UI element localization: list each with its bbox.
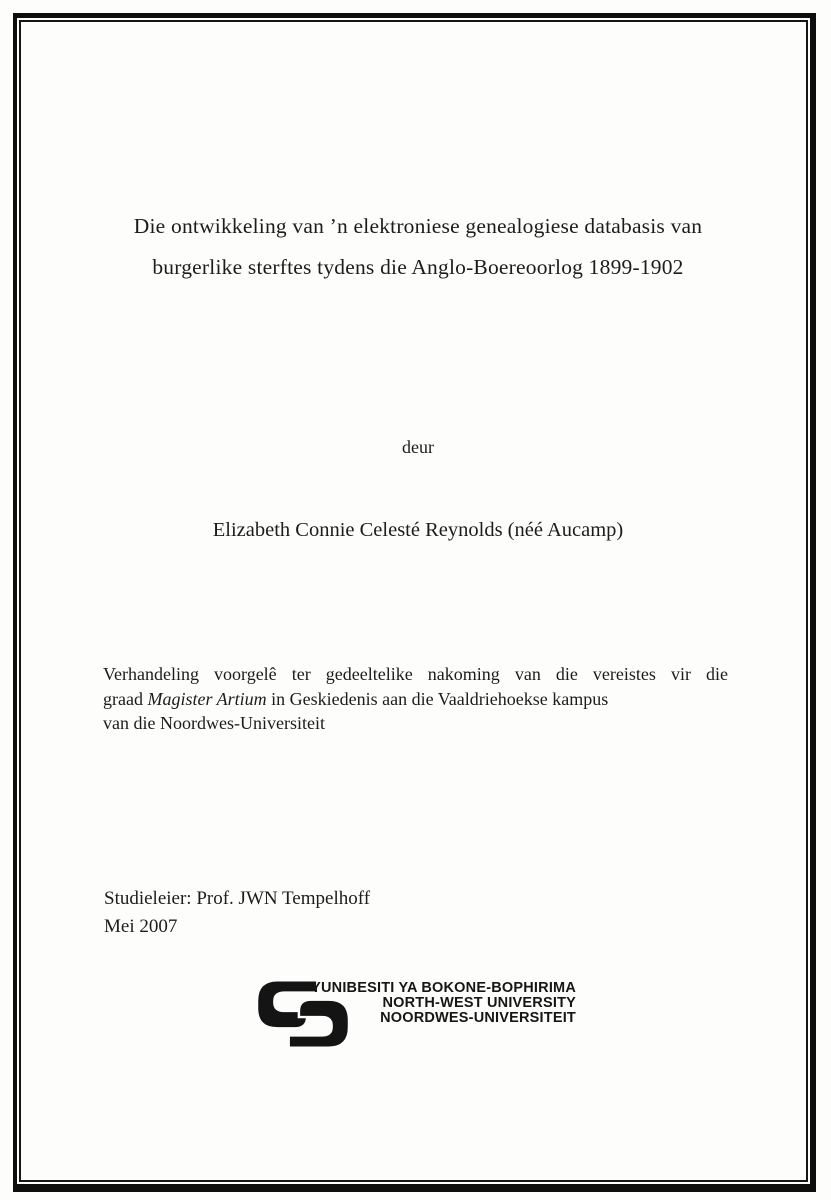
date-line: Mei 2007	[104, 915, 178, 937]
university-name-english: NORTH-WEST UNIVERSITY	[382, 995, 576, 1011]
submission-line-2	[103, 687, 728, 712]
thesis-title-line-2: burgerlike sterftes tydens die Anglo-Boereoorlog 1899-1902	[152, 255, 684, 279]
university-name-afrikaans: NOORDWES-UNIVERSITEIT	[380, 1010, 576, 1026]
supervisor-block	[104, 885, 370, 940]
thesis-title-line-1: Die ontwikkeling van ’n elektroniese genealogiese databasis van	[133, 214, 703, 238]
submission-line-2-suffix: in Geskiedenis aan die Vaaldriehoekse kampus	[266, 688, 609, 709]
degree-name: Magister Artium	[147, 688, 267, 709]
submission-line-3: van die Noordwes-Universiteit	[103, 713, 325, 733]
university-name-setswana: YUNIBESITI YA BOKONE-BOPHIRIMA	[311, 980, 576, 996]
byline-label: deur	[402, 437, 434, 457]
submission-line-2-prefix: graad	[103, 688, 148, 709]
thesis-title	[40, 206, 796, 288]
university-logo	[256, 975, 586, 1055]
submission-line-1: Verhandeling voorgelê ter gedeeltelike nakoming van die vereistes vir die	[103, 664, 728, 684]
author-name: Elizabeth Connie Celesté Reynolds (néé Aucamp)	[212, 519, 624, 541]
university-name-block	[311, 980, 576, 1026]
submission-statement	[103, 662, 728, 736]
supervisor-line: Studieleier: Prof. JWN Tempelhoff	[104, 888, 371, 909]
